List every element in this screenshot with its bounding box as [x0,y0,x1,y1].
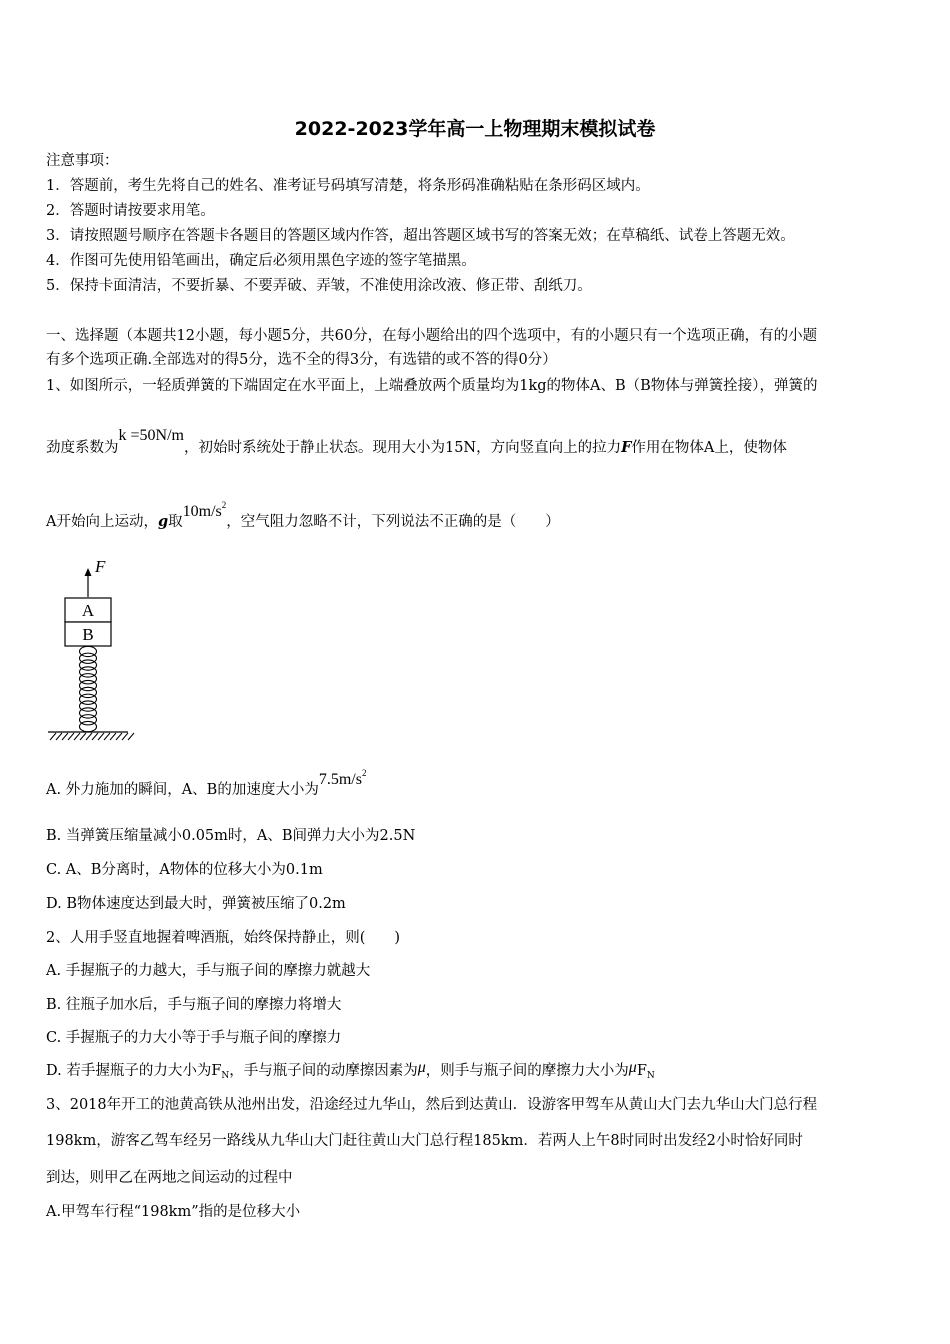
q1-text: 劲度系数为 [46,440,119,456]
spring-diagram [40,552,140,748]
q1-text: ，空气阻力忽略不计，下列说法不正确的是（ ） [226,514,560,530]
q2-option-c[interactable]: C. 手握瓶子的力大小等于手与瓶子间的摩擦力 [46,1030,342,1046]
q1-stem-line2 [46,427,787,458]
block-a-label: A [81,601,95,620]
notice-item: 2．答题时请按要求用笔。 [46,203,215,219]
subscript-n: N [221,1071,230,1081]
q3-option-a[interactable]: A.甲驾车行程“198km”指的是位移大小 [46,1204,301,1220]
subscript-n: N [646,1071,655,1081]
hatch-line [68,733,74,740]
q1-stem-line1: 1、如图所示，一轻质弹簧的下端固定在水平面上，上端叠放两个质量均为1kg的物体A、B（B物体与弹簧拴接），弹簧的 [46,378,818,394]
q1-stem-line3 [46,500,560,533]
hatch-line [50,733,56,740]
option-d-text: F [636,1063,647,1079]
block-b-label: B [82,625,94,644]
q2-option-d[interactable] [46,1061,655,1083]
notice-item: 4．作图可先使用铅笔画出，确定后必须用黑色字迹的签字笔描黑。 [46,253,476,269]
hatch-line [110,733,116,740]
hatch-line [74,733,80,740]
q2-stem: 2、人用手竖直地握着啤酒瓶，始终保持静止，则( ) [46,930,401,946]
hatch-line [122,733,128,740]
q2-option-a[interactable]: A. 手握瓶子的力越大，手与瓶子间的摩擦力就越大 [46,963,371,979]
option-d-text: ，则手与瓶子间的摩擦力大小为 [425,1063,629,1079]
g-value-number: 10m/s [182,503,222,520]
q3-stem-line2: 198km，游客乙驾车经另一路线从九华山大门赶往黄山大门总行程185km．若两人上午8时同时出发经2小时恰好同时 [46,1133,803,1149]
section-heading-line2: 有多个选项正确.全部选对的得5分，选不全的得3分，有选错的或不答的得0分） [46,352,557,368]
hatch-line [80,733,86,740]
q1-option-c[interactable]: C. A、B分离时，A物体的位移大小为0.1m [46,862,323,878]
g-value [182,500,227,520]
option-d-text: D. 若手握瓶子的力大小为F [46,1063,222,1079]
notice-heading: 注意事项： [46,153,119,169]
q1-text: A开始向上运动， [46,514,158,530]
acceleration-value [318,768,367,788]
force-label: F [95,557,106,576]
force-symbol: F [621,439,632,456]
g-value-exponent: 2 [221,500,227,510]
q1-text: 作用在物体A上，使物体 [631,440,787,456]
hatch-line [104,733,110,740]
hatch-line [56,733,62,740]
q1-option-d[interactable]: D. B物体速度达到最大时，弹簧被压缩了0.2m [46,896,346,912]
hatch-line [62,733,68,740]
g-symbol: g [157,513,169,530]
section-heading-line1: 一、选择题（本题共12小题，每小题5分，共60分，在每小题给出的四个选项中，有的小题只有一个选项正确，有的小题 [46,328,818,344]
hatch-line [128,733,134,740]
ground-hatching [50,733,134,740]
hatch-line [86,733,92,740]
spring-coil [80,721,97,731]
spring [80,646,97,731]
q1-option-a[interactable] [46,768,367,801]
mu-symbol: μ [417,1059,426,1076]
acceleration-number: 7.5m/s [318,771,362,788]
k-formula: k =50N/m [118,427,184,444]
q1-text: 取 [168,514,183,530]
notice-item: 5．保持卡面清洁，不要折暴、不要弄破、弄皱，不准使用涂改液、修正带、刮纸刀。 [46,278,592,294]
acceleration-exponent: 2 [361,768,367,778]
hatch-line [92,733,98,740]
option-d-text: ，手与瓶子间的动摩擦因素为 [229,1063,418,1079]
mu-symbol: μ [628,1059,637,1076]
hatch-line [116,733,122,740]
page-title: 2022-2023学年高一上物理期末模拟试卷 [294,118,656,140]
q3-stem-line3: 到达，则甲乙在两地之间运动的过程中 [46,1170,293,1186]
q1-text: ，初始时系统处于静止状态。现用大小为15N，方向竖直向上的拉力 [183,440,622,456]
notice-item: 1．答题前，考生先将自己的姓名、准考证号码填写清楚，将条形码准确粘贴在条形码区域内。 [46,178,650,194]
option-a-text: A. 外力施加的瞬间，A、B的加速度大小为 [46,782,319,798]
notice-item: 3．请按照题号顺序在答题卡各题目的答题区域内作答，超出答题区域书写的答案无效；在草稿纸、试卷上答题无效。 [46,228,795,244]
q3-stem-line1: 3、2018年开工的池黄高铁从池州出发，沿途经过九华山，然后到达黄山．设游客甲驾车从黄山大门去九华山大门总行程 [46,1097,818,1113]
q2-option-b[interactable]: B. 往瓶子加水后，手与瓶子间的摩擦力将增大 [46,997,342,1013]
q1-option-b[interactable]: B. 当弹簧压缩量减小0.05m时，A、B间弹力大小为2.5N [46,828,416,844]
hatch-line [98,733,104,740]
